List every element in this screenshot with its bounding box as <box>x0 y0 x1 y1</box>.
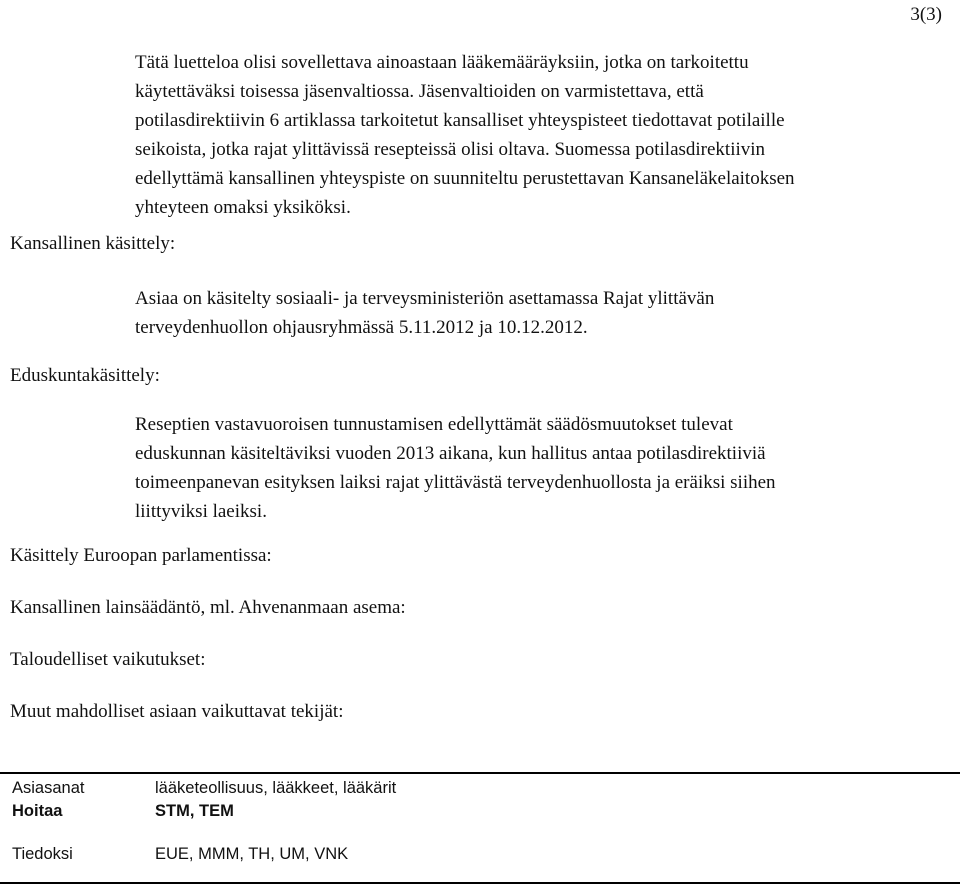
page-number: 3(3) <box>910 4 942 25</box>
tiedoksi-label: Tiedoksi <box>12 845 73 863</box>
intro-line: yhteyteen omaksi yksiköksi. <box>135 197 351 218</box>
eduskuntakasittely-label: Eduskuntakäsittely: <box>10 365 160 386</box>
intro-line: potilasdirektiivin 6 artiklassa tarkoitetut kansalliset yhteyspisteet tiedottavat potilaille <box>135 110 785 131</box>
hoitaa-value: STM, TEM <box>155 802 234 820</box>
text-line: Asiaa on käsitelty sosiaali- ja terveysministeriön asettamassa Rajat ylittävän <box>135 288 715 309</box>
footer-top-rule <box>0 772 960 774</box>
text-line: eduskunnan käsiteltäviksi vuoden 2013 aikana, kun hallitus antaa potilasdirektiiviä <box>135 443 766 464</box>
tiedoksi-value: EUE, MMM, TH, UM, VNK <box>155 845 349 863</box>
text-line: liittyviksi laeiksi. <box>135 501 267 522</box>
kansallinen-kasittely-text <box>135 284 714 342</box>
kansallinen-kasittely-label: Kansallinen käsittely: <box>10 233 176 254</box>
intro-line: edellyttämä kansallinen yhteyspiste on suunniteltu perustettavan Kansaneläkelaitoksen <box>135 168 795 189</box>
asiasanat-value: lääketeollisuus, lääkkeet, lääkärit <box>155 779 397 797</box>
eduskuntakasittely-text <box>135 410 776 526</box>
taloudelliset-label: Taloudelliset vaikutukset: <box>10 649 206 670</box>
euroopan-parlamentti-label: Käsittely Euroopan parlamentissa: <box>10 545 272 566</box>
muut-tekijat-label: Muut mahdolliset asiaan vaikuttavat tekijät: <box>10 701 344 722</box>
intro-line: käytettäväksi toisessa jäsenvaltiossa. Jäsenvaltioiden on varmistettava, että <box>135 81 704 102</box>
kansallinen-lainsaadanto-label: Kansallinen lainsäädäntö, ml. Ahvenanmaan asema: <box>10 597 406 618</box>
intro-line: seikoista, jotka rajat ylittävissä resepteissä olisi oltava. Suomessa potilasdirektiivin <box>135 139 766 160</box>
intro-line: Tätä luetteloa olisi sovellettava ainoastaan lääkemääräyksiin, jotka on tarkoitettu <box>135 52 749 73</box>
asiasanat-label: Asiasanat <box>12 779 85 797</box>
intro-paragraph <box>135 48 795 222</box>
text-line: toimeenpanevan esityksen laiksi rajat ylittävästä terveydenhuollosta ja eräiksi siihen <box>135 472 776 493</box>
text-line: terveydenhuollon ohjausryhmässä 5.11.2012 ja 10.12.2012. <box>135 317 588 338</box>
footer-bottom-rule <box>0 882 960 884</box>
text-line: Reseptien vastavuoroisen tunnustamisen edellyttämät säädösmuutokset tulevat <box>135 414 733 435</box>
hoitaa-label: Hoitaa <box>12 802 63 820</box>
